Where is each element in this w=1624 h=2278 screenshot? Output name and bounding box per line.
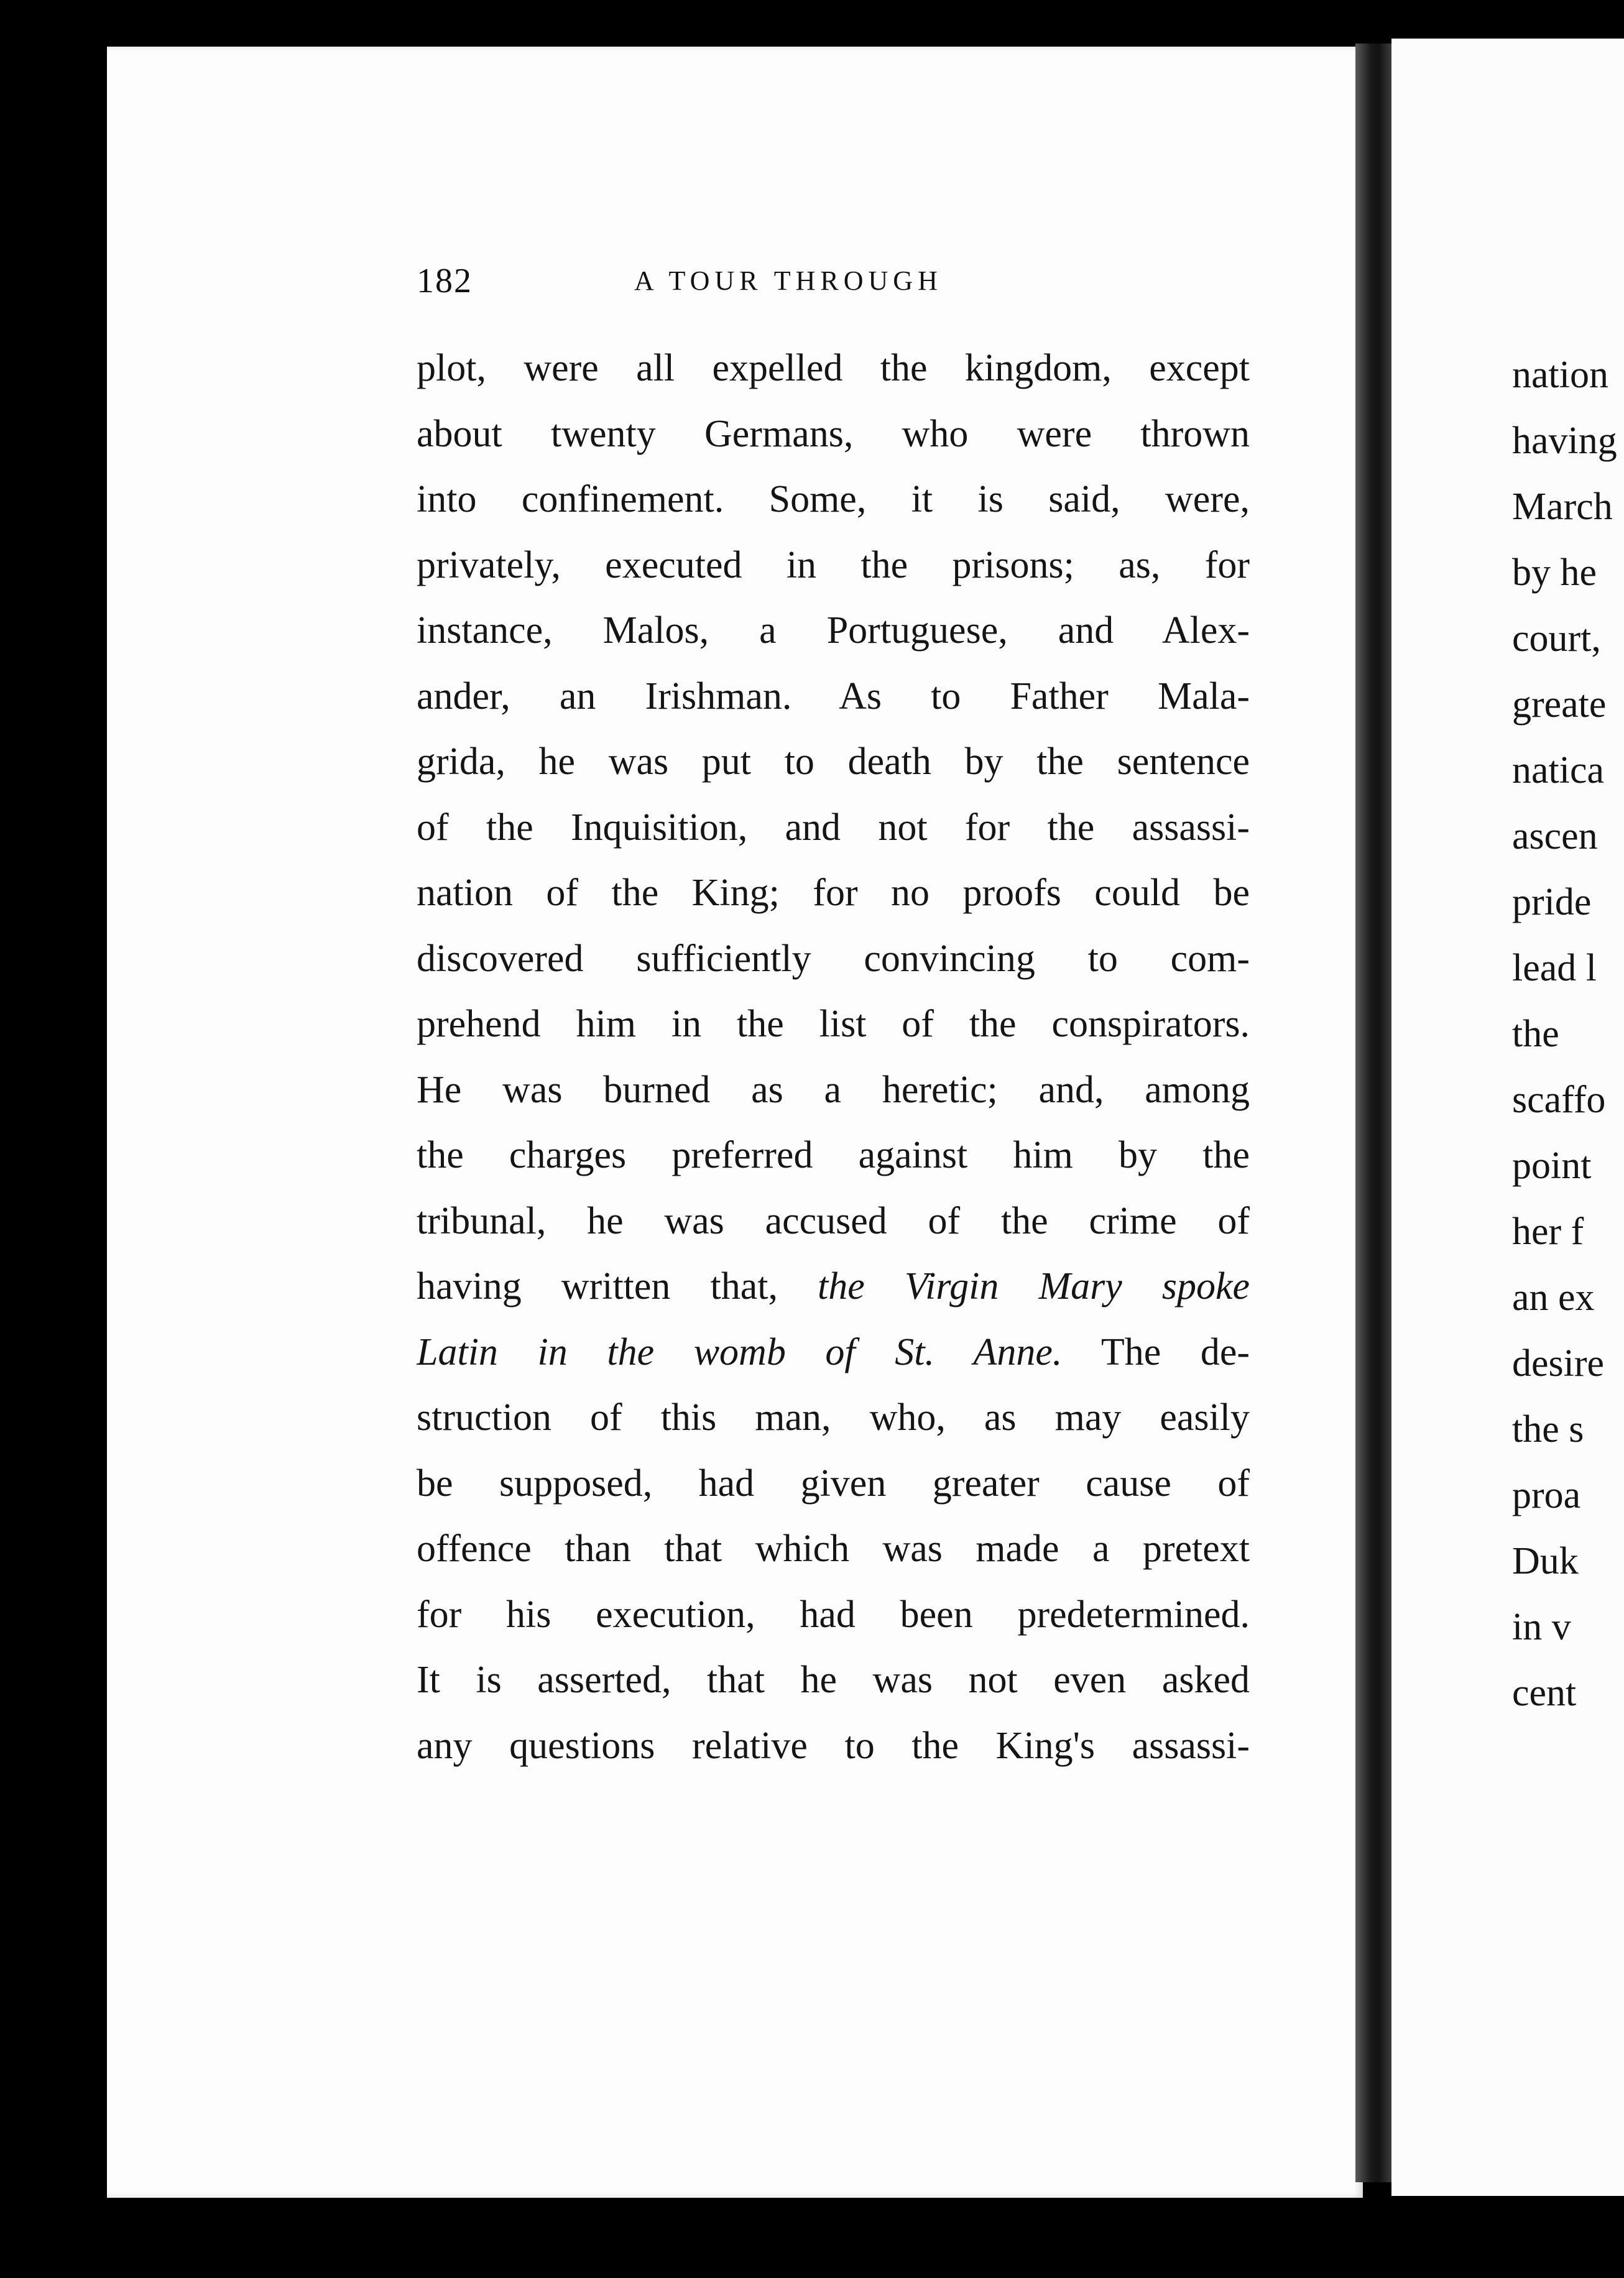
text-line (417, 1123, 1250, 1189)
right-page-text-fragment (1512, 342, 1624, 1726)
right-text-line: lead l (1512, 947, 1597, 989)
right-text-line: March (1512, 486, 1613, 528)
left-page-text (417, 336, 1250, 1779)
text-line (417, 402, 1250, 468)
text-segment: It is asserted, that he was not even asked (417, 1659, 1250, 1701)
text-line (417, 1189, 1250, 1255)
text-segment: for his execution, had been predetermined. (417, 1593, 1250, 1636)
text-segment: He was burned as a heretic; and, among (417, 1068, 1250, 1111)
right-text-line: by he (1512, 551, 1597, 594)
text-segment: struction of this man, who, as may easily (417, 1396, 1250, 1439)
text-line (417, 533, 1250, 599)
text-segment: prehend him in the list of the conspirators. (417, 1003, 1250, 1045)
text-segment: plot, were all expelled the kingdom, except (417, 347, 1250, 389)
text-line (417, 664, 1250, 730)
right-text-line: her f (1512, 1210, 1584, 1253)
right-text-line: having (1512, 420, 1617, 462)
right-text-line: nation (1512, 354, 1608, 396)
text-segment: into confinement. Some, it is said, were, (417, 478, 1250, 520)
book-gutter (1355, 44, 1394, 2182)
page-number: 182 (417, 262, 473, 300)
text-line (417, 860, 1250, 926)
text-line (417, 598, 1250, 664)
text-segment: Latin in the womb of St. Anne. (417, 1330, 1063, 1373)
running-head: A TOUR THROUGH (634, 265, 943, 296)
text-line (417, 992, 1250, 1058)
text-segment: of the Inquisition, and not for the assassi- (417, 806, 1250, 849)
text-segment: about twenty Germans, who were thrown (417, 412, 1250, 455)
text-segment: discovered sufficiently convincing to com- (417, 937, 1250, 980)
right-text-line: Duk (1512, 1540, 1579, 1582)
text-line (417, 1058, 1250, 1123)
text-line (417, 467, 1250, 533)
text-line (417, 1713, 1250, 1779)
text-line (417, 1648, 1250, 1713)
text-line (417, 1385, 1250, 1451)
right-text-line: desire (1512, 1342, 1605, 1385)
text-line (417, 926, 1250, 992)
right-text-line: ascen (1512, 815, 1598, 857)
text-segment: any questions relative to the King's assassi- (417, 1724, 1250, 1767)
right-text-line: point (1512, 1145, 1592, 1187)
right-text-line: natica (1512, 749, 1605, 791)
right-text-line: pride (1512, 881, 1592, 923)
right-text-line: scaffo (1512, 1079, 1606, 1121)
right-text-line: cent (1512, 1672, 1577, 1714)
right-text-line: greate (1512, 683, 1607, 726)
text-line (417, 1582, 1250, 1648)
text-segment: the charges preferred against him by the (417, 1134, 1250, 1176)
right-text-line: an ex (1512, 1276, 1595, 1319)
right-text-line: the s (1512, 1408, 1584, 1450)
text-segment: instance, Malos, a Portuguese, and Alex- (417, 609, 1250, 652)
text-line (417, 729, 1250, 795)
right-text-line: proa (1512, 1474, 1581, 1516)
right-text-line: in v (1512, 1606, 1571, 1648)
text-segment: be supposed, had given greater cause of (417, 1462, 1250, 1505)
right-text-line: court, (1512, 617, 1601, 660)
text-line (417, 795, 1250, 861)
text-segment: tribunal, he was accused of the crime of (417, 1199, 1250, 1242)
text-segment: ander, an Irishman. As to Father Mala- (417, 675, 1250, 717)
text-segment: the Virgin Mary spoke (818, 1265, 1250, 1307)
text-line (417, 1516, 1250, 1582)
text-line (417, 1320, 1250, 1386)
right-text-line: the (1512, 1013, 1559, 1055)
text-segment: The de- (1062, 1330, 1250, 1373)
text-line (417, 336, 1250, 402)
text-segment: nation of the King; for no proofs could be (417, 872, 1250, 914)
page-header (417, 261, 1256, 311)
text-line (417, 1451, 1250, 1517)
text-segment: offence than that which was made a pretext (417, 1528, 1250, 1570)
text-line (417, 1254, 1250, 1320)
text-segment: privately, executed in the prisons; as, for (417, 543, 1250, 586)
text-segment: grida, he was put to death by the sentence (417, 740, 1250, 783)
text-segment: having written that, (417, 1265, 818, 1307)
